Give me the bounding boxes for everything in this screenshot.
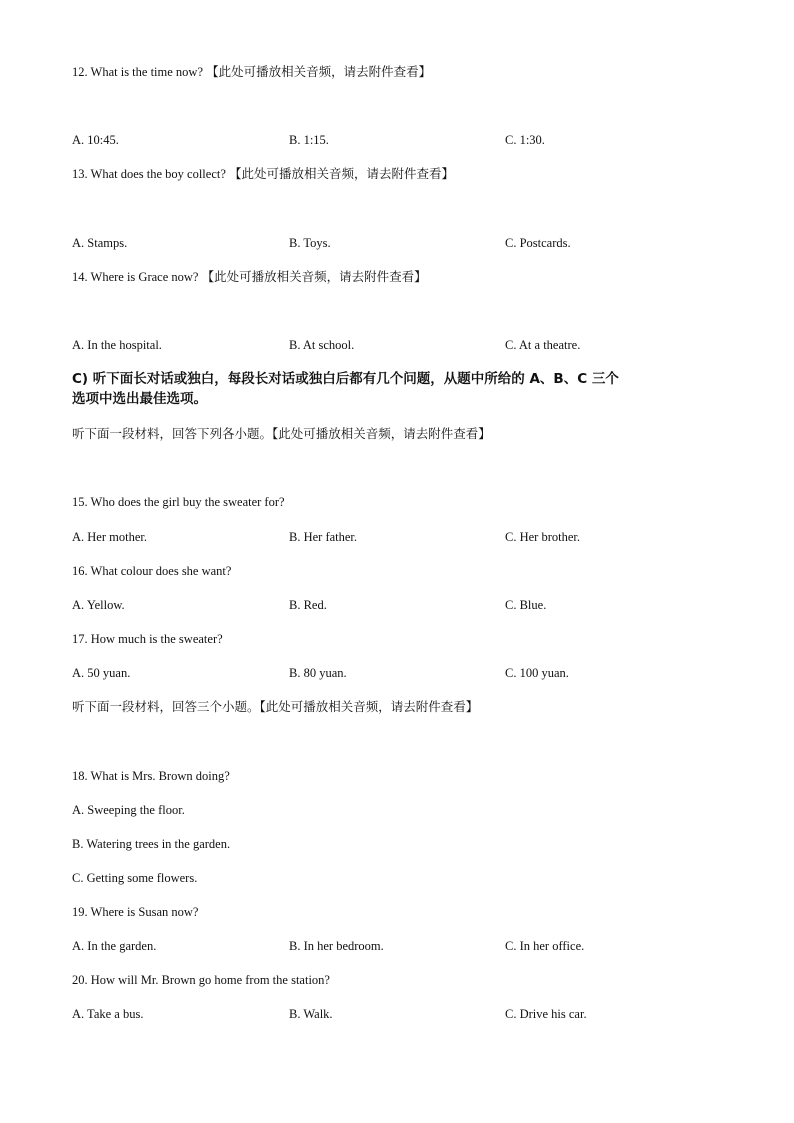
option-b: B. In her bedroom.	[289, 939, 384, 953]
question-15: 15. Who does the girl buy the sweater for?	[72, 495, 285, 509]
audio-note: 【此处可播放相关音频，请去附件查看】	[259, 699, 479, 714]
option-b: B. 1:15.	[289, 133, 329, 147]
question-text: 12. What is the time now?	[72, 65, 207, 79]
question-19: 19. Where is Susan now?	[72, 905, 199, 919]
option-b: B. Watering trees in the garden.	[72, 837, 231, 851]
option-c: C. Drive his car.	[505, 1007, 587, 1021]
option-c: C. At a theatre.	[505, 338, 581, 352]
option-a: A. Her mother.	[72, 530, 147, 544]
audio-note: 【此处可播放相关音频，请去附件查看】	[229, 166, 455, 181]
option-b: B. 80 yuan.	[289, 666, 347, 680]
option-c: C. Blue.	[505, 598, 547, 612]
option-c: C. Getting some flowers.	[72, 871, 198, 885]
question-17: 17. How much is the sweater?	[72, 632, 223, 646]
question-20: 20. How will Mr. Brown go home from the station?	[72, 973, 330, 987]
question-text: 13. What does the boy collect?	[72, 167, 230, 181]
option-a: A. Yellow.	[72, 598, 125, 612]
question-18: 18. What is Mrs. Brown doing?	[72, 769, 230, 783]
option-a: A. Stamps.	[72, 236, 128, 250]
option-a: A. 50 yuan.	[72, 666, 131, 680]
option-a: A. Sweeping the floor.	[72, 803, 185, 817]
option-c: C. Her brother.	[505, 530, 580, 544]
section-c-line-1: C) 听下面长对话或独白，每段长对话或独白后都有几个问题，从题中所给的 A、B、C 三个	[72, 371, 619, 387]
option-b: B. At school.	[289, 338, 355, 352]
option-a: A. In the hospital.	[72, 338, 162, 352]
option-c: C. 1:30.	[505, 133, 545, 147]
section-c-line-2: 选项中选出最佳选项。	[72, 391, 207, 407]
option-b: B. Red.	[289, 598, 327, 612]
option-b: B. Walk.	[289, 1007, 333, 1021]
audio-note: 【此处可播放相关音频，请去附件查看】	[201, 269, 427, 284]
question-16: 16. What colour does she want?	[72, 564, 232, 578]
option-c: C. In her office.	[505, 939, 585, 953]
audio-note: 【此处可播放相关音频，请去附件查看】	[272, 426, 491, 441]
option-b: B. Toys.	[289, 236, 331, 250]
option-a: A. 10:45.	[72, 133, 119, 147]
option-c: C. 100 yuan.	[505, 666, 569, 680]
option-a: A. In the garden.	[72, 939, 157, 953]
audio-note: 【此处可播放相关音频，请去附件查看】	[206, 64, 432, 79]
passage-1-instruction	[72, 426, 491, 442]
question-text: 14. Where is Grace now?	[72, 270, 202, 284]
question-14	[72, 269, 427, 285]
question-13	[72, 166, 454, 182]
option-b: B. Her father.	[289, 530, 358, 544]
passage-2-instruction	[72, 699, 478, 715]
question-12	[72, 64, 431, 80]
passage-text: 听下面一段材料，回答三个小题。	[72, 699, 260, 714]
option-c: C. Postcards.	[505, 236, 571, 250]
option-a: A. Take a bus.	[72, 1007, 144, 1021]
section-c-heading	[72, 369, 732, 409]
passage-text: 听下面一段材料，回答下列各小题。	[72, 426, 273, 441]
